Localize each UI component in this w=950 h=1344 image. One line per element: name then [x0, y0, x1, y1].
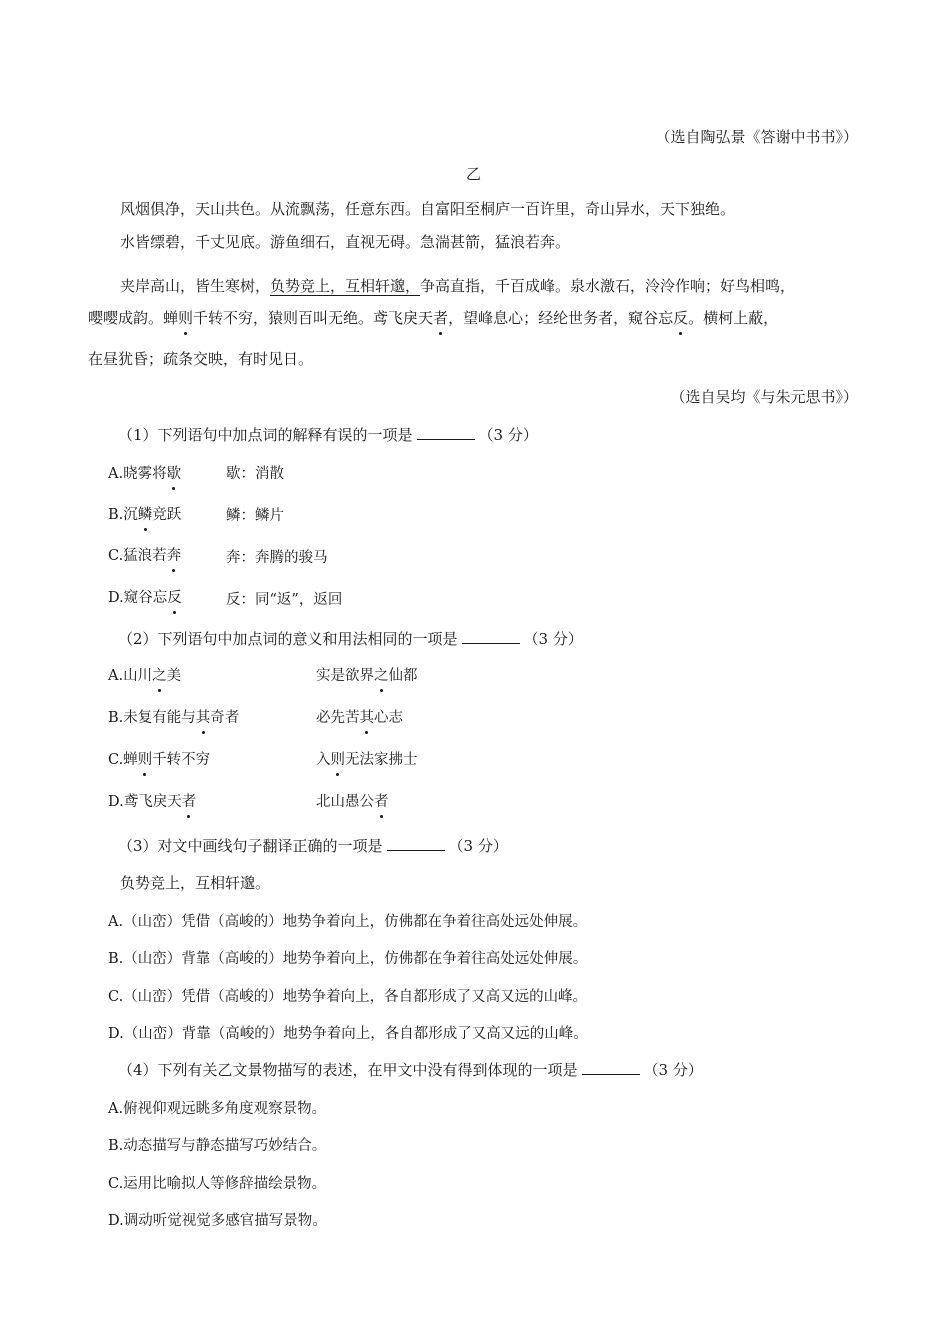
q2-score: （3 分）: [523, 630, 583, 648]
passage-text: ，望峰息心；经纶世务者，窥谷忘: [448, 309, 674, 327]
answer-blank[interactable]: [462, 631, 520, 644]
dotted-char: 者: [374, 790, 389, 811]
dotted-char: 则: [331, 748, 346, 769]
q1-stem: [118, 424, 538, 445]
q3-stem: [118, 835, 508, 856]
q2-option-a-left: A.山川之美: [108, 664, 181, 685]
q2-option-d-right: 北山愚公者: [316, 790, 389, 811]
dotted-char: 其: [360, 706, 375, 727]
passage-text: 夹岸高山，皆生寒树，: [120, 277, 271, 295]
q4-option-b: B.动态描写与静态描写巧妙结合。: [108, 1138, 327, 1154]
q3-option-d: D.（山峦）背靠（高峻的）地势争着向上，各自都形成了又高又远的山峰。: [108, 1026, 588, 1042]
q1-option-d: D.窥谷忘反: [108, 586, 182, 607]
q1-stem-text: （1）下列语句中加点词的解释有误的一项是: [118, 426, 413, 444]
underlined-sentence: 负势竞上，互相轩邈，: [270, 277, 421, 295]
dotted-char: 歇: [167, 462, 182, 483]
source-yi: （选自吴均《与朱元思书》）: [670, 388, 858, 406]
passage-text: 争高直指，千百成峰。泉水激石，泠泠作响；好鸟相鸣，: [420, 277, 796, 295]
q1-option-b: B.沉鳞竞跃: [108, 503, 181, 524]
q2-option-b-left: B.未复有能与其奇者: [108, 706, 239, 727]
q4-score: （3 分）: [643, 1061, 703, 1079]
q3-stem-text: （3）对文中画线句子翻译正确的一项是: [118, 837, 383, 855]
q1-option-d-explanation: 反：同“返”，返回: [226, 592, 343, 608]
q4-option-a: A.俯视仰观远眺多角度观察景物。: [108, 1101, 327, 1117]
passage-line-5: 在昼犹昏；疏条交映，有时见日。: [88, 350, 314, 368]
q4-stem-text: （4）下列有关乙文景物描写的表述，在甲文中没有得到体现的一项是: [118, 1061, 578, 1079]
dotted-char: 者: [182, 790, 197, 811]
q3-option-c: C.（山峦）凭借（高峻的）地势争着向上，各自都形成了又高又远的山峰。: [108, 989, 588, 1005]
q2-option-a-right: 实是欲界之仙都: [316, 664, 418, 685]
q2-option-c-right: 入则无法家拂士: [316, 748, 418, 769]
passage-line-4: [88, 307, 778, 328]
dotted-char: 其: [196, 706, 211, 727]
passage-text: 千转不穷，猿则百叫无绝。鸢飞戾天: [193, 309, 434, 327]
q3-option-a: A.（山峦）凭借（高峻的）地势争着向上，仿佛都在争着往高处远处伸展。: [108, 914, 588, 930]
q2-option-d-left: D.鸢飞戾天者: [108, 790, 196, 811]
q1-option-c: C.猛浪若奔: [108, 544, 181, 565]
passage-yi-title: 乙: [466, 165, 482, 183]
passage-line-2: 水皆缥碧，千丈见底。游鱼细石，直视无碍。急湍甚箭，猛浪若奔。: [120, 233, 571, 251]
passage-line-1: 风烟俱净，天山共色。从流飘荡，任意东西。自富阳至桐庐一百许里，奇山异水，天下独绝。: [120, 200, 736, 218]
dotted-char: 奔: [167, 544, 182, 565]
passage-text: 。横柯上蔽，: [688, 309, 779, 327]
dotted-char: 之: [152, 664, 167, 685]
dotted-char: 者: [433, 309, 449, 327]
dotted-char: 反: [167, 586, 182, 607]
q1-option-a-explanation: 歇：消散: [226, 466, 284, 482]
q1-score: （3 分）: [478, 426, 538, 444]
passage-line-3: [120, 275, 795, 296]
dotted-char: 之: [374, 664, 389, 685]
q4-option-c: C.运用比喻拟人等修辞描绘景物。: [108, 1176, 327, 1192]
q1-option-c-explanation: 奔：奔腾的骏马: [226, 550, 328, 566]
q2-option-b-right: 必先苦其心志: [316, 706, 403, 727]
dotted-char: 反: [673, 309, 689, 327]
answer-blank[interactable]: [387, 838, 445, 851]
passage-text: 嘤嘤成韵。蝉: [88, 309, 179, 327]
dotted-char: 鳞: [138, 503, 153, 524]
answer-blank[interactable]: [417, 427, 475, 440]
q2-stem: [118, 628, 583, 649]
q2-stem-text: （2）下列语句中加点词的意义和用法相同的一项是: [118, 630, 458, 648]
q2-option-c-left: C.蝉则千转不穷: [108, 748, 210, 769]
q3-score: （3 分）: [448, 837, 508, 855]
q1-option-a: A.晓雾将歇: [108, 462, 181, 483]
source-jia: （选自陶弘景《答谢中书书》）: [655, 128, 858, 146]
answer-blank[interactable]: [582, 1062, 640, 1075]
q1-option-b-explanation: 鳞：鳞片: [226, 508, 284, 524]
dotted-char: 则: [178, 309, 194, 327]
q4-option-d: D.调动听觉视觉多感官描写景物。: [108, 1213, 327, 1229]
q3-sentence: 负势竞上，互相轩邈。: [120, 874, 271, 892]
q3-option-b: B.（山峦）背靠（高峻的）地势争着向上，仿佛都在争着往高处远处伸展。: [108, 951, 588, 967]
dotted-char: 则: [138, 748, 153, 769]
q4-stem: [118, 1059, 703, 1080]
